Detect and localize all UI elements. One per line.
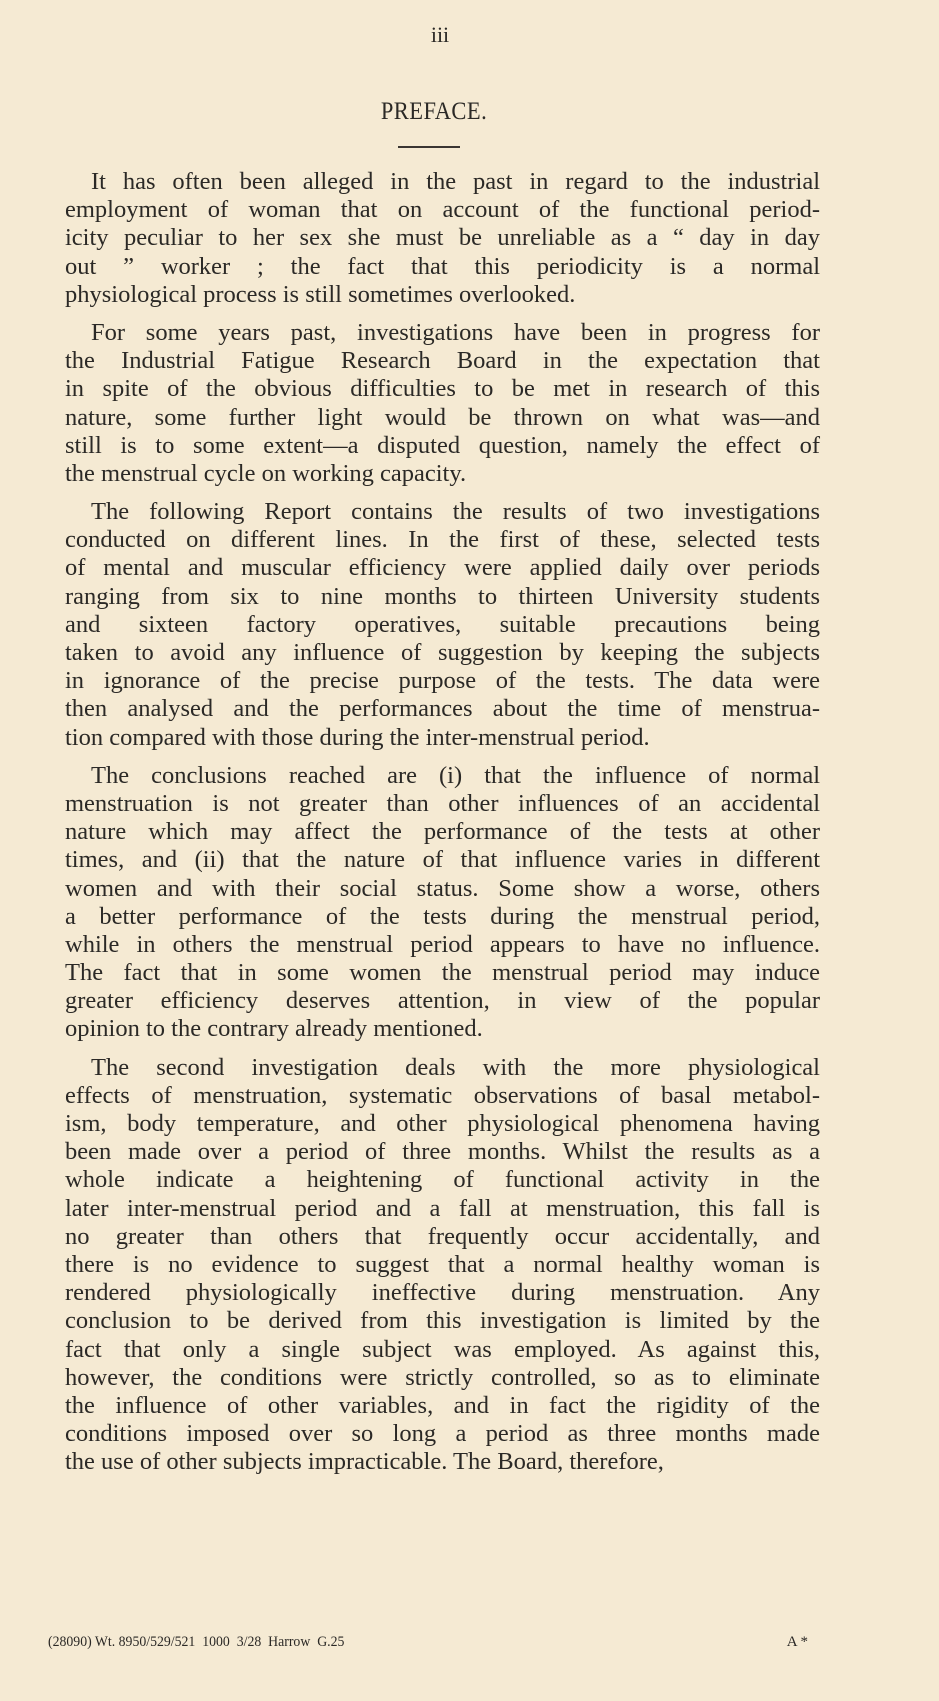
text-line: menstruation is not greater than other influences of an accidental [65,789,820,817]
text-line: been made over a period of three months. Whilst the results as a [65,1138,820,1166]
text-line: fact that only a single subject was employed. As against this, [65,1335,820,1363]
paragraph [65,498,820,752]
text-line: in ignorance of the precise purpose of the tests. The data were [65,667,820,695]
text-line: employment of woman that on account of the functional period- [65,196,820,224]
text-line: conclusion to be derived from this investigation is limited by the [65,1307,820,1335]
text-line: still is to some extent—a disputed question, namely the effect of [65,431,820,459]
text-line: It has often been alleged in the past in regard to the industrial [91,168,820,195]
text-line: of mental and muscular efficiency were applied daily over periods [65,554,820,582]
text-line: no greater than others that frequently occur accidentally, and [65,1222,820,1250]
text-line: The conclusions reached are (i) that the influence of normal [91,761,820,789]
text-line: opinion to the contrary already mentioned. [65,1015,483,1043]
text-line: the menstrual cycle on working capacity. [65,459,467,487]
text-line: and sixteen factory operatives, suitable precautions being [65,610,820,638]
text-line: ism, body temperature, and other physiological phenomena having [65,1110,820,1137]
page-title: PREFACE. [380,98,488,125]
text-line: conditions imposed over so long a period as three months made [65,1420,820,1448]
text-line: tion compared with those during the inter-menstrual period. [65,723,650,751]
preface-body [65,168,820,1486]
text-line: a better performance of the tests during the menstrual period, [65,902,820,930]
text-line: physiological process is still sometimes overlooked. [65,280,576,308]
text-line: nature which may affect the performance of the tests at other [65,818,820,846]
text-line: The following Report contains the results of two investigations [91,498,820,526]
text-line: in spite of the obvious difficulties to be met in research of this [65,375,820,403]
signature-mark: A * [786,1634,808,1650]
text-line: whole indicate a heightening of functional activity in the [65,1166,820,1194]
paragraph [65,168,820,309]
text-line: The fact that in some women the menstrual period may induce [65,959,820,987]
printer-imprint: (28090) Wt. 8950/529/521 1000 3/28 Harrow G.25 [48,1634,345,1650]
text-line: the influence of other variables, and in fact the rigidity of the [65,1391,820,1419]
text-line: effects of menstruation, systematic observations of basal metabol- [65,1081,820,1109]
paragraph [65,319,820,488]
page-number: iii [430,22,450,47]
text-line: The second investigation deals with the more physiological [91,1053,820,1081]
footer [48,1634,808,1651]
text-line: greater efficiency deserves attention, in view of the popular [65,987,820,1015]
text-line: the Industrial Fatigue Research Board in the expectation that [65,347,820,375]
text-line: there is no evidence to suggest that a normal healthy woman is [65,1250,820,1278]
text-line: conducted on different lines. In the first of these, selected tests [65,526,820,554]
text-line: nature, some further light would be thrown on what was—and [65,403,820,431]
paragraph [65,762,820,1044]
text-line: however, the conditions were strictly controlled, so as to eliminate [65,1363,820,1391]
text-line: out ” worker ; the fact that this periodicity is a normal [65,252,820,280]
text-line: For some years past, investigations have been in progress for [91,318,820,346]
text-line: while in others the menstrual period appears to have no influence. [65,930,820,958]
text-line: women and with their social status. Some show a worse, others [65,874,820,902]
text-line: then analysed and the performances about the time of menstrua- [65,695,820,723]
text-line: taken to avoid any influence of suggestion by keeping the subjects [65,639,820,666]
text-line: later inter-menstrual period and a fall at menstruation, this fall is [65,1194,820,1222]
paragraph [65,1054,820,1477]
text-line: ranging from six to nine months to thirteen University students [65,582,820,610]
text-line: the use of other subjects impracticable. The Board, therefore, [65,1448,664,1476]
title-rule [398,146,460,148]
text-line: icity peculiar to her sex she must be unreliable as a “ day in day [65,224,820,252]
text-line: times, and (ii) that the nature of that influence varies in different [65,846,820,874]
text-line: rendered physiologically ineffective during menstruation. Any [65,1279,820,1307]
